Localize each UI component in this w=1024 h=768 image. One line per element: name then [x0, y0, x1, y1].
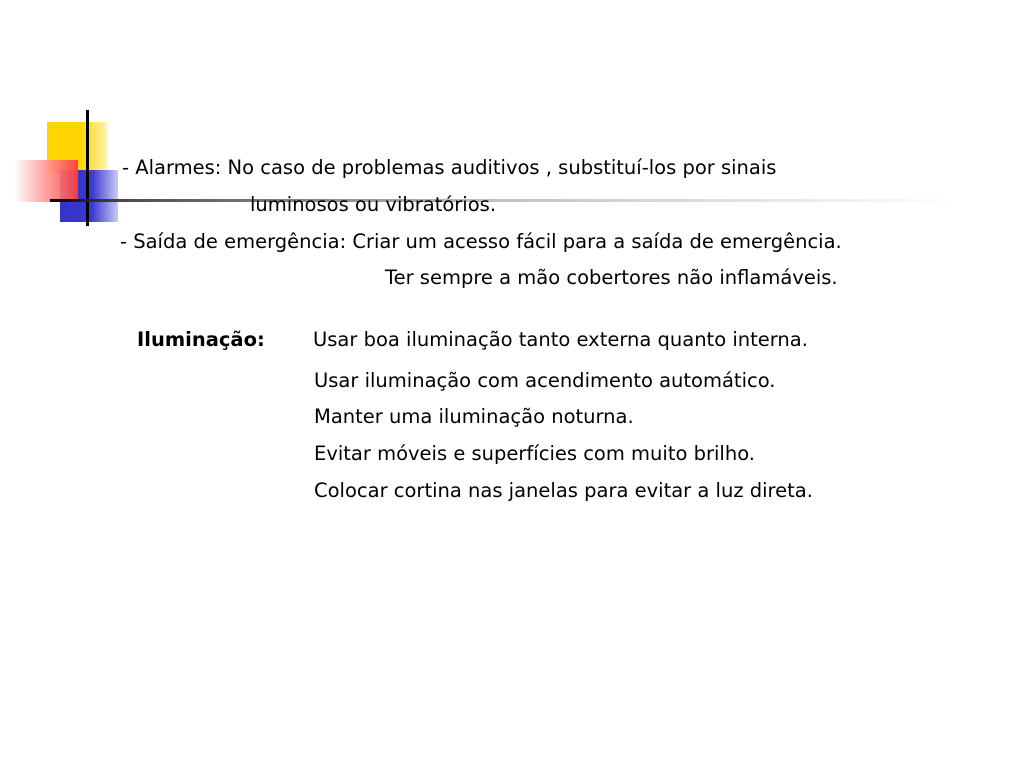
iluminacao-item: Colocar cortina nas janelas para evitar a luz direta. [314, 479, 813, 502]
vertical-rule [86, 110, 89, 226]
iluminacao-item: Usar boa iluminação tanto externa quanto interna. [313, 328, 808, 351]
horizontal-rule [50, 199, 1010, 202]
saida-continuation: Ter sempre a mão cobertores não inflamáveis. [385, 266, 838, 289]
iluminacao-item: Usar iluminação com acendimento automático. [314, 369, 776, 392]
decorative-logo [0, 0, 140, 240]
alarmes-continuation: luminosos ou vibratórios. [250, 193, 497, 216]
iluminacao-item: Evitar móveis e superfícies com muito brilho. [314, 442, 755, 465]
saida-line: - Saída de emergência: Criar um acesso fácil para a saída de emergência. [120, 230, 842, 253]
iluminacao-item: Manter uma iluminação noturna. [314, 405, 634, 428]
alarmes-line: - Alarmes: No caso de problemas auditivos , substituí-los por sinais [122, 156, 777, 179]
iluminacao-label: Iluminação: [137, 328, 265, 351]
red-square-shape [14, 160, 78, 202]
